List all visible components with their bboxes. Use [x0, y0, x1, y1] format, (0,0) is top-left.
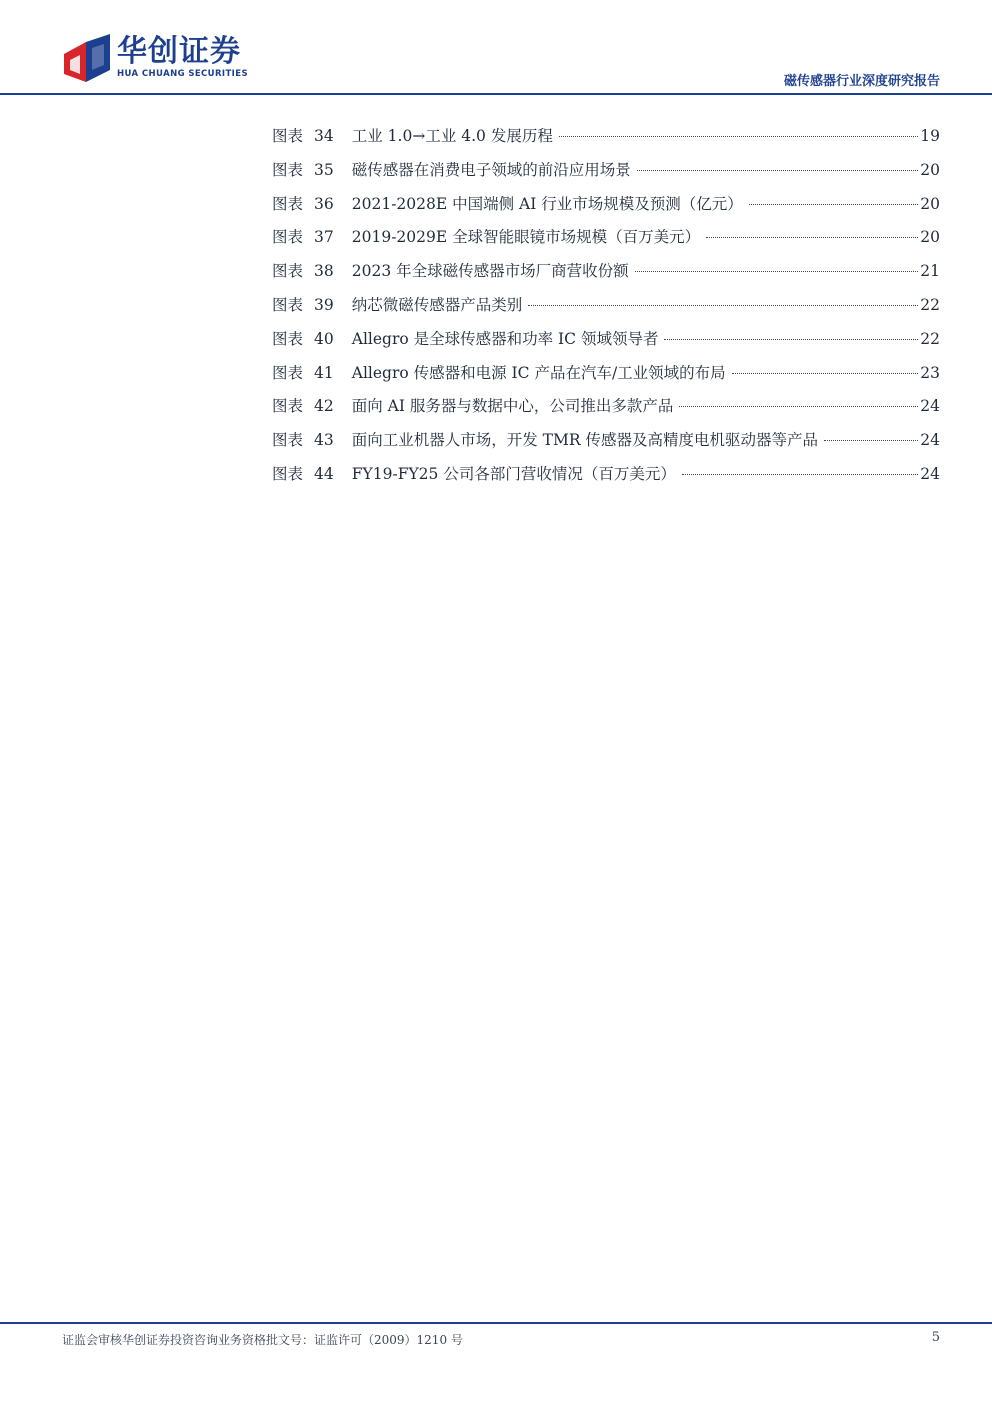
toc-item[interactable]: [272, 361, 940, 395]
company-name-cn: 华创证券: [117, 34, 241, 69]
dot-leader: [679, 406, 918, 407]
dot-leader: [749, 204, 918, 205]
toc-item[interactable]: [272, 158, 940, 192]
toc-item[interactable]: [272, 124, 940, 158]
toc-title: 磁传感器在消费电子领域的前沿应用场景: [351, 160, 631, 179]
report-title: 磁传感器行业深度研究报告: [783, 74, 940, 89]
toc-title: 工业 1.0→工业 4.0 发展历程: [351, 127, 553, 145]
toc-label: 图表 44 FY19-FY25 公司各部门营收情况（百万美元）: [272, 464, 676, 483]
header-divider: [0, 93, 992, 95]
toc-title: 纳芯微磁传感器产品类别: [351, 295, 523, 314]
toc-label: 图表 43 面向工业机器人市场，开发 TMR 传感器及高精度电机驱动器等产品: [272, 431, 818, 450]
toc-title: Allegro 传感器和电源 IC 产品在汽车/工业领域的布局: [351, 363, 726, 382]
dot-leader: [682, 474, 918, 475]
toc-page-number: 20: [920, 160, 940, 179]
toc-page-number: 24: [920, 397, 940, 416]
page-header: [0, 0, 992, 96]
toc-item[interactable]: [272, 394, 940, 428]
company-name-en: HUA CHUANG SECURITIES: [117, 69, 248, 79]
dot-leader: [559, 136, 918, 137]
toc-page-number: 19: [920, 127, 940, 145]
license-statement: 证监会审核华创证券投资咨询业务资格批文号：证监许可（2009）1210 号: [62, 1333, 463, 1347]
toc-page-number: 24: [920, 464, 940, 483]
toc-label: 图表 38 2023 年全球磁传感器市场厂商营收份额: [272, 262, 629, 281]
dot-leader: [732, 373, 919, 374]
toc-item[interactable]: [272, 327, 940, 361]
toc-title: 2021-2028E 中国端侧 AI 行业市场规模及预测（亿元）: [351, 194, 743, 213]
toc-label: 图表 41 Allegro 传感器和电源 IC 产品在汽车/工业领域的布局: [272, 363, 726, 382]
toc-page-number: 21: [920, 262, 940, 281]
toc-label: 图表 42 面向 AI 服务器与数据中心，公司推出多款产品: [272, 397, 674, 416]
toc-item[interactable]: [272, 259, 940, 293]
toc-item[interactable]: [272, 293, 940, 327]
toc-label: 图表 36 2021-2028E 中国端侧 AI 行业市场规模及预测（亿元）: [272, 194, 743, 213]
dot-leader: [824, 440, 918, 441]
toc-label: 图表 37 2019-2029E 全球智能眼镜市场规模（百万美元）: [272, 228, 701, 247]
toc-page-number: 20: [920, 194, 940, 213]
toc-page-number: 20: [920, 228, 940, 247]
dot-leader: [635, 271, 919, 272]
dot-leader: [706, 237, 918, 238]
toc-title: FY19-FY25 公司各部门营收情况（百万美元）: [351, 464, 676, 483]
toc-page-number: 22: [920, 329, 940, 348]
toc-label: 图表 40 Allegro 是全球传感器和功率 IC 领域领导者: [272, 329, 659, 348]
toc-item[interactable]: [272, 225, 940, 259]
toc-title: 2023 年全球磁传感器市场厂商营收份额: [351, 262, 629, 281]
page-number: 5: [931, 1330, 940, 1345]
footer-divider: [0, 1322, 992, 1324]
dot-leader: [528, 305, 918, 306]
toc-title: 面向工业机器人市场，开发 TMR 传感器及高精度电机驱动器等产品: [351, 431, 818, 450]
company-logo-icon: [64, 34, 110, 82]
figure-list: [272, 124, 940, 496]
toc-title: 面向 AI 服务器与数据中心，公司推出多款产品: [351, 397, 674, 416]
toc-title: 2019-2029E 全球智能眼镜市场规模（百万美元）: [351, 228, 701, 247]
toc-label: 图表 39 纳芯微磁传感器产品类别: [272, 295, 523, 314]
toc-item[interactable]: [272, 428, 940, 462]
toc-item[interactable]: [272, 192, 940, 226]
toc-label: 图表 34 工业 1.0→工业 4.0 发展历程: [272, 127, 553, 145]
dot-leader: [664, 339, 918, 340]
toc-page-number: 24: [920, 431, 940, 450]
toc-title: Allegro 是全球传感器和功率 IC 领域领导者: [351, 329, 659, 348]
toc-item[interactable]: [272, 462, 940, 496]
toc-label: 图表 35 磁传感器在消费电子领域的前沿应用场景: [272, 160, 631, 179]
toc-page-number: 22: [920, 295, 940, 314]
toc-page-number: 23: [920, 363, 940, 382]
dot-leader: [637, 170, 919, 171]
